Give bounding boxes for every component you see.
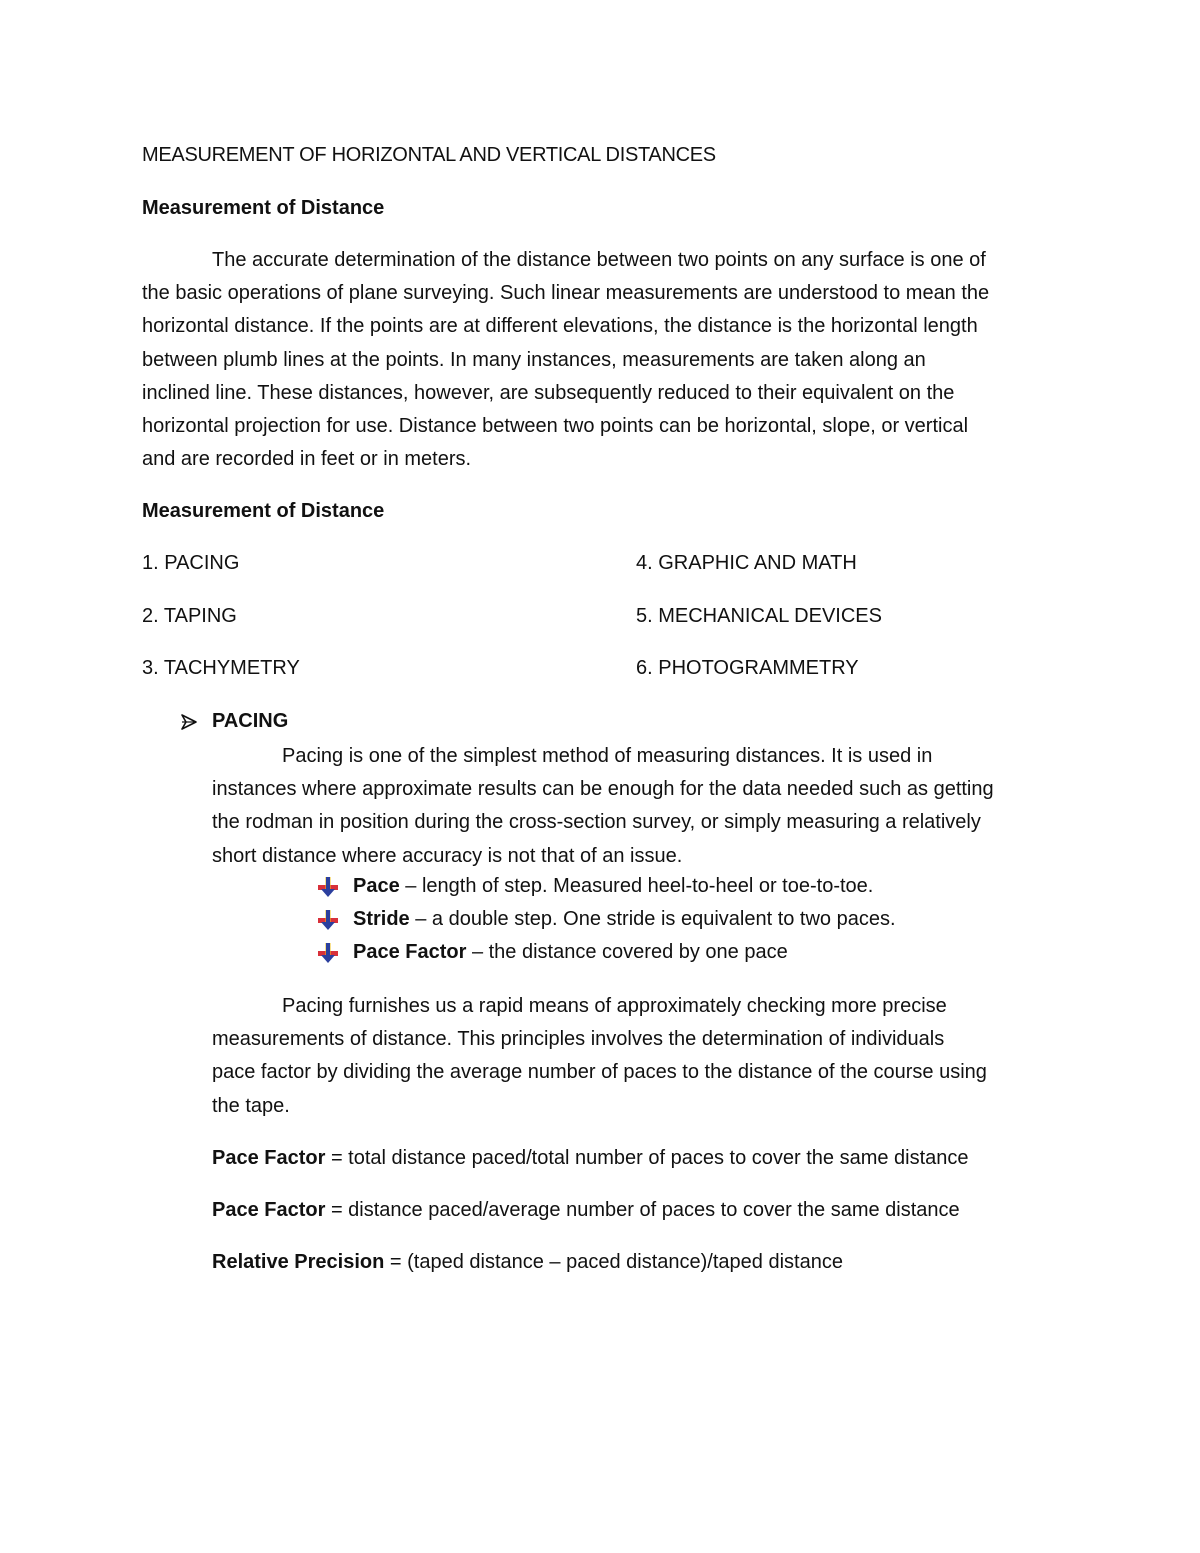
term-pace <box>353 875 873 898</box>
intro-line: the basic operations of plane surveying. Such linear measurements are understood to mean the <box>142 282 990 305</box>
formula-pace-factor-average <box>212 1199 960 1222</box>
term-definition: – length of step. Measured heel-to-heel or toe-to-toe. <box>399 875 874 897</box>
intro-line: horizontal distance. If the points are at different elevations, the distance is the horizontal length <box>142 315 978 338</box>
method-item: 5. MECHANICAL DEVICES <box>636 605 882 627</box>
down-arrow-bullet-icon <box>316 942 340 964</box>
intro-paragraph <box>142 244 1062 476</box>
pacing-heading: PACING <box>212 710 289 732</box>
method-item: 2. TAPING <box>142 605 237 627</box>
term-label: Stride <box>353 908 410 930</box>
formula-label: Pace Factor <box>212 1199 326 1221</box>
pacing-paragraph-2 <box>212 990 1072 1123</box>
pacing-line: short distance where accuracy is not that of an issue. <box>212 844 683 867</box>
method-item: 3. TACHYMETRY <box>142 657 300 679</box>
term-definition: – the distance covered by one pace <box>466 941 788 963</box>
down-arrow-bullet-icon <box>316 909 340 931</box>
section-heading-measurement: Measurement of Distance <box>142 197 385 219</box>
formula-label: Pace Factor <box>212 1147 326 1169</box>
pacing2-line: measurements of distance. This principles involves the determination of individuals <box>212 1028 945 1051</box>
method-item: 4. GRAPHIC AND MATH <box>636 552 857 574</box>
pacing2-line: Pacing furnishes us a rapid means of approximately checking more precise <box>282 995 947 1017</box>
term-label: Pace Factor <box>353 941 467 963</box>
pacing2-line: pace factor by dividing the average number of paces to the distance of the course using <box>212 1061 987 1084</box>
term-stride <box>353 908 896 931</box>
document-title: MEASUREMENT OF HORIZONTAL AND VERTICAL DISTANCES <box>142 144 716 166</box>
formula-expression: = total distance paced/total number of paces to cover the same distance <box>325 1147 969 1169</box>
term-pace-factor <box>353 941 788 964</box>
pacing-line: Pacing is one of the simplest method of measuring distances. It is used in <box>282 745 933 767</box>
intro-line: between plumb lines at the points. In many instances, measurements are taken along an <box>142 348 926 371</box>
arrow-bullet-icon <box>180 713 198 731</box>
formula-pace-factor-total <box>212 1147 969 1170</box>
method-item: 6. PHOTOGRAMMETRY <box>636 657 859 679</box>
intro-line: horizontal projection for use. Distance between two points can be horizontal, slope, or vertical <box>142 415 969 438</box>
down-arrow-bullet-icon <box>316 876 340 898</box>
formula-expression: = distance paced/average number of paces to cover the same distance <box>325 1199 960 1221</box>
intro-line: The accurate determination of the distance between two points on any surface is one of <box>212 249 986 271</box>
pacing-line: instances where approximate results can be enough for the data needed such as getting <box>212 778 994 801</box>
intro-line: inclined line. These distances, however, are subsequently reduced to their equivalent on the <box>142 381 955 404</box>
method-item: 1. PACING <box>142 552 240 574</box>
intro-line: and are recorded in feet or in meters. <box>142 448 472 471</box>
formula-label: Relative Precision <box>212 1251 385 1273</box>
formula-expression: = (taped distance – paced distance)/taped distance <box>384 1251 843 1273</box>
formula-relative-precision <box>212 1251 843 1274</box>
pacing2-line: the tape. <box>212 1094 290 1117</box>
term-label: Pace <box>353 875 400 897</box>
term-definition: – a double step. One stride is equivalent to two paces. <box>409 908 896 930</box>
pacing-line: the rodman in position during the cross-section survey, or simply measuring a relatively <box>212 811 981 834</box>
pacing-paragraph <box>212 740 1072 873</box>
section-heading-methods: Measurement of Distance <box>142 500 385 522</box>
